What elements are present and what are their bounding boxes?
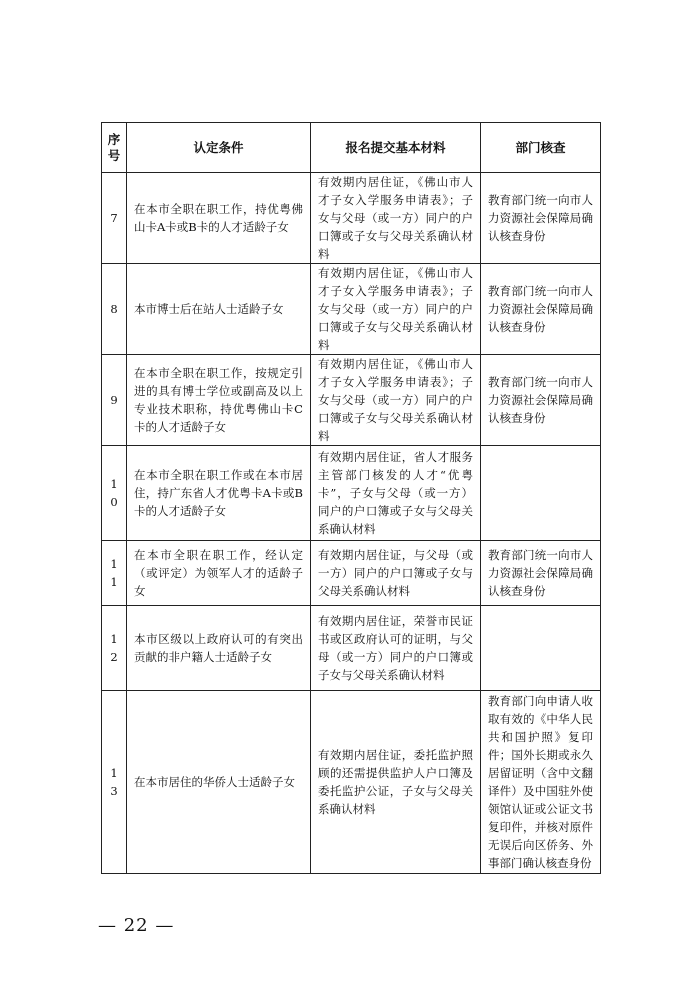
row-condition: 在本市全职在职工作，经认定（或评定）为领军人才的适龄子女 [127,541,311,606]
row-department-check [481,446,601,541]
row-serial-no: 13 [102,691,127,874]
row-serial-no: 11 [102,541,127,606]
row-materials: 有效期内居住证，《佛山市人才子女入学服务申请表》；子女与父母（或一方）同户的户口簿或子女与父母关系确认材料 [311,355,481,446]
header-serial-no: 序号 [102,123,127,173]
table-row [102,446,601,541]
row-materials: 有效期内居住证，与父母（或一方）同户的户口簿或子女与父母关系确认材料 [311,541,481,606]
row-condition: 在本市全职在职工作或在本市居住，持广东省人才优粤卡A卡或B卡的人才适龄子女 [127,446,311,541]
row-serial-no: 12 [102,606,127,691]
header-department-check: 部门核查 [481,123,601,173]
row-serial-no: 7 [102,173,127,264]
row-serial-no: 10 [102,446,127,541]
row-department-check: 教育部门向申请人收取有效的《中华人民共和国护照》复印件；国外长期或永久居留证明（含中文翻译件）及中国驻外使领馆认证或公证文书复印件，并核对原件无误后向区侨务、外事部门确认核查身份 [481,691,601,874]
row-department-check: 教育部门统一向市人力资源社会保障局确认核查身份 [481,541,601,606]
row-condition: 在本市居住的华侨人士适龄子女 [127,691,311,874]
row-materials: 有效期内居住证，《佛山市人才子女入学服务申请表》；子女与父母（或一方）同户的户口簿或子女与父母关系确认材料 [311,173,481,264]
row-department-check: 教育部门统一向市人力资源社会保障局确认核查身份 [481,173,601,264]
row-materials: 有效期内居住证，省人才服务主管部门核发的人才“优粤卡”，子女与父母（或一方）同户的户口簿或子女与父母关系确认材料 [311,446,481,541]
admission-criteria-table [101,122,601,874]
row-department-check [481,606,601,691]
row-condition: 在本市全职在职工作，按规定引进的具有博士学位或副高及以上专业技术职称，持优粤佛山卡C卡的人才适龄子女 [127,355,311,446]
table-row [102,691,601,874]
row-condition: 在本市全职在职工作，持优粤佛山卡A卡或B卡的人才适龄子女 [127,173,311,264]
page-number: — 22 — [98,915,175,936]
header-condition: 认定条件 [127,123,311,173]
table-header-row [102,123,601,173]
row-department-check: 教育部门统一向市人力资源社会保障局确认核查身份 [481,264,601,355]
row-serial-no: 9 [102,355,127,446]
table-row [102,173,601,264]
table-row [102,606,601,691]
row-materials: 有效期内居住证，荣誉市民证书或区政府认可的证明，与父母（或一方）同户的户口簿或子女与父母关系确认材料 [311,606,481,691]
table-row [102,541,601,606]
row-department-check: 教育部门统一向市人力资源社会保障局确认核查身份 [481,355,601,446]
row-materials: 有效期内居住证，委托监护照顾的还需提供监护人户口簿及委托监护公证，子女与父母关系确认材料 [311,691,481,874]
header-materials: 报名提交基本材料 [311,123,481,173]
row-serial-no: 8 [102,264,127,355]
row-condition: 本市区级以上政府认可的有突出贡献的非户籍人士适龄子女 [127,606,311,691]
table-row [102,264,601,355]
row-condition: 本市博士后在站人士适龄子女 [127,264,311,355]
row-materials: 有效期内居住证，《佛山市人才子女入学服务申请表》；子女与父母（或一方）同户的户口簿或子女与父母关系确认材料 [311,264,481,355]
table-row [102,355,601,446]
